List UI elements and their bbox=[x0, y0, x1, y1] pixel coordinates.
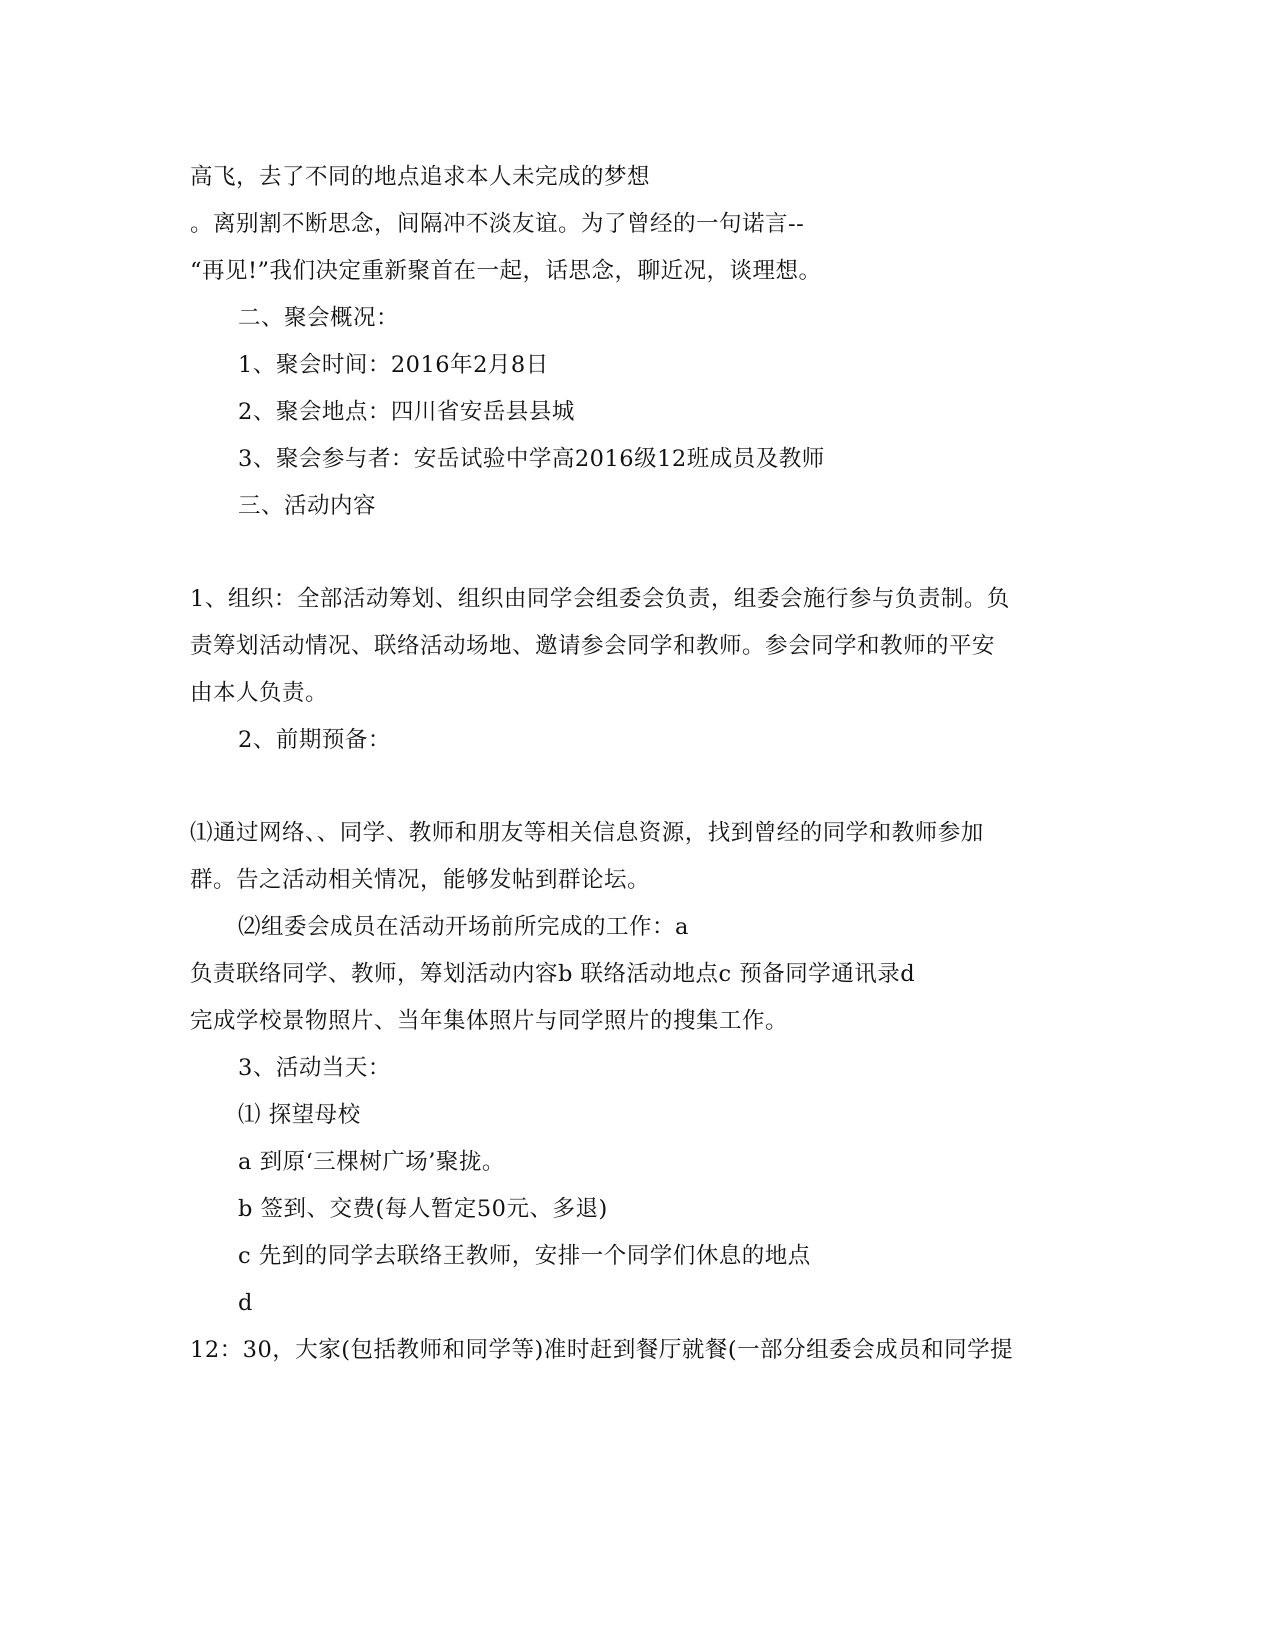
body-text-line: 由本人负责。 bbox=[190, 680, 329, 706]
body-text-line: 负责联络同学、教师，筹划活动内容b 联络活动地点c 预备同学通讯录d bbox=[190, 961, 916, 987]
list-item: c 先到的同学去联络王教师，安排一个同学们休息的地点 bbox=[238, 1243, 811, 1269]
section-heading: 二、聚会概况： bbox=[238, 305, 400, 331]
body-text-line: 群。告之活动相关情况，能够发帖到群论坛。 bbox=[190, 867, 651, 893]
body-text-line: “再见!”我们决定重新聚首在一起，话思念，聊近况，谈理想。 bbox=[190, 258, 822, 284]
list-item: b 签到、交费(每人暂定50元、多退) bbox=[238, 1196, 608, 1222]
body-text-line: 高飞，去了不同的地点追求本人未完成的梦想 bbox=[190, 164, 651, 190]
section-heading: 三、活动内容 bbox=[238, 493, 377, 519]
body-text-line: 12：30，大家(包括教师和同学等)准时赶到餐厅就餐(一部分组委会成员和同学提 bbox=[190, 1337, 1014, 1363]
body-text-line: 责筹划活动情况、联络活动场地、邀请参会同学和教师。参会同学和教师的平安 bbox=[190, 633, 996, 659]
list-item: a 到原‘三棵树广场’聚拢。 bbox=[238, 1149, 505, 1175]
body-text-line: 1、组织：全部活动筹划、组织由同学会组委会负责，组委会施行参与负责制。负 bbox=[190, 586, 1010, 612]
body-text-line: 。离别割不断思念，间隔冲不淡友谊。为了曾经的一句诺言-- bbox=[190, 211, 805, 237]
list-item: 1、聚会时间：2016年2月8日 bbox=[238, 352, 549, 378]
body-text-line: 完成学校景物照片、当年集体照片与同学照片的搜集工作。 bbox=[190, 1008, 789, 1034]
list-item: 3、聚会参与者：安岳试验中学高2016级12班成员及教师 bbox=[238, 446, 825, 472]
subheading: 3、活动当天： bbox=[238, 1055, 391, 1081]
list-item: ⑴ 探望母校 bbox=[238, 1102, 361, 1128]
subheading: 2、前期预备： bbox=[238, 727, 391, 753]
list-item: 2、聚会地点：四川省安岳县县城 bbox=[238, 399, 575, 425]
body-text-line: ⑵组委会成员在活动开场前所完成的工作：a bbox=[238, 914, 689, 940]
list-item: d bbox=[238, 1290, 253, 1316]
body-text-line: ⑴通过网络、、同学、教师和朋友等相关信息资源，找到曾经的同学和教师参加 bbox=[190, 820, 984, 846]
